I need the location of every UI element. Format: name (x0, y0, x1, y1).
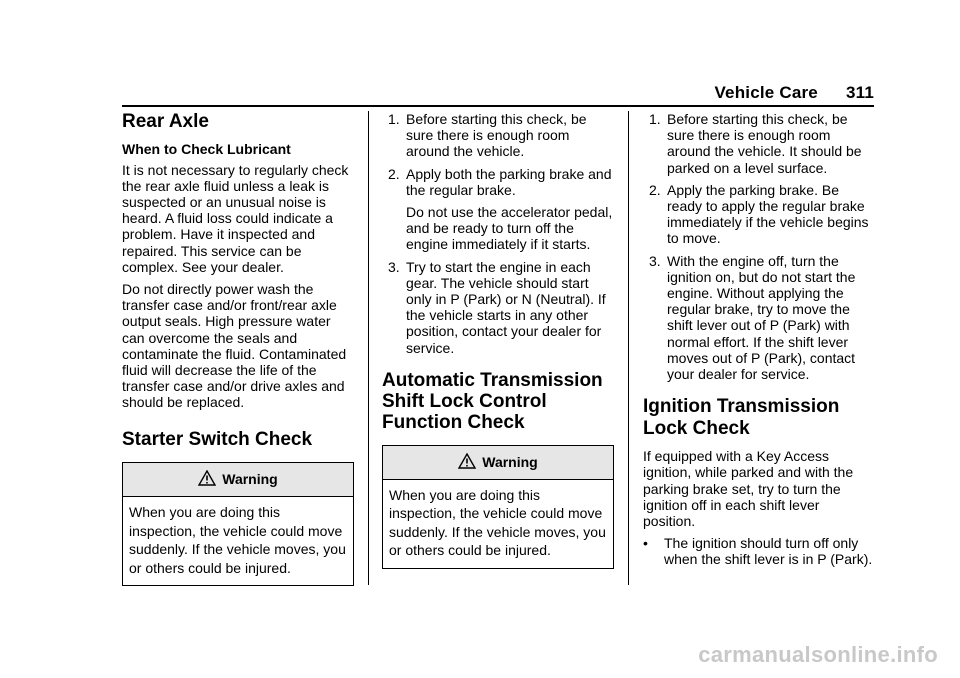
column-divider (368, 111, 369, 585)
step-number: 2. (388, 165, 400, 182)
warning-triangle-icon (458, 453, 476, 472)
step-number: 2. (649, 181, 661, 198)
step-text: Apply both the parking brake and the regular brake. (406, 165, 612, 198)
step-number: 3. (649, 252, 661, 269)
step-text: Before starting this check, be sure there is enough room around the vehicle. (406, 111, 587, 160)
step-text: With the engine off, turn the ignition on, but do not start the engine. Without applying the regular brake, try to move the shift lever out of P (Park) with normal effort. If the shift lever moves out of P (Park), contact your dealer for service. (667, 252, 856, 383)
step-text: Try to start the engine in each gear. The vehicle should start only in P (Park) or N (Neutral). If the vehicle starts in any other position, contact your dealer for service. (406, 258, 606, 356)
step-number: 3. (388, 258, 400, 275)
paragraph: Do not directly power wash the transfer case and/or front/rear axle output seals. High pressure water can overcome the seals and contaminate the fluid. Contaminated fluid will decrease the life of the transfer case and/or drive axles and should be replaced. (122, 280, 347, 411)
warning-box (382, 445, 614, 569)
warning-text: When you are doing this inspection, the vehicle could move suddenly. If the vehicle moves, you or others could be injured. (389, 486, 606, 559)
step-text: Apply the parking brake. Be ready to apply the regular brake immediately if the vehicle begins to move. (667, 181, 869, 247)
section-title: Vehicle Care (714, 83, 818, 102)
section-heading: Rear Axle (122, 111, 209, 132)
step-list (382, 111, 614, 356)
watermark: carmanualsonline.info (698, 642, 938, 667)
list-item (382, 259, 614, 356)
section-heading: Ignition Transmission Lock Check (643, 396, 840, 440)
bullet-item (643, 535, 875, 567)
list-item (643, 111, 875, 176)
warning-label: Warning (482, 454, 538, 471)
column-2 (382, 111, 614, 569)
warning-triangle-icon (198, 470, 216, 489)
step-list (643, 111, 875, 382)
page-number: 311 (845, 83, 874, 102)
warning-box (122, 462, 354, 586)
list-item (643, 182, 875, 247)
subsection-heading: When to Check Lubricant (122, 140, 291, 157)
section-heading: Automatic Transmission Shift Lock Control Function Check (382, 369, 603, 433)
paragraph: If equipped with a Key Access ignition, while parked and with the parking brake set, try to turn the ignition off in each shift lever position. (643, 448, 854, 530)
list-item (382, 166, 614, 253)
warning-header (383, 446, 613, 480)
bullet-mark: • (643, 535, 648, 552)
step-note: Do not use the accelerator pedal, and be ready to turn off the engine immediately if it starts. (406, 204, 613, 253)
header-rule (122, 105, 874, 107)
list-item (382, 111, 614, 160)
step-number: 1. (649, 111, 661, 127)
paragraph: It is not necessary to regularly check the rear axle fluid unless a leak is suspected or an unusual noise is heard. A fluid loss could indicate a problem. Have it inspected and repaired. This service can be complex. See your dealer. (122, 161, 349, 275)
page-header (714, 83, 874, 103)
step-number: 1. (388, 111, 400, 127)
step-text: Before starting this check, be sure there is enough room around the vehicle. It should be parked on a level surface. (667, 111, 862, 176)
column-divider (628, 111, 629, 585)
section-heading: Starter Switch Check (122, 428, 313, 450)
column-1 (122, 111, 354, 586)
warning-text: When you are doing this inspection, the vehicle could move suddenly. If the vehicle moves, you or others could be injured. (129, 504, 346, 576)
warning-header (123, 463, 353, 497)
warning-label: Warning (222, 471, 278, 488)
bullet-text: The ignition should turn off only when the shift lever is in P (Park). (664, 535, 873, 568)
list-item (643, 253, 875, 383)
column-3 (643, 111, 875, 568)
